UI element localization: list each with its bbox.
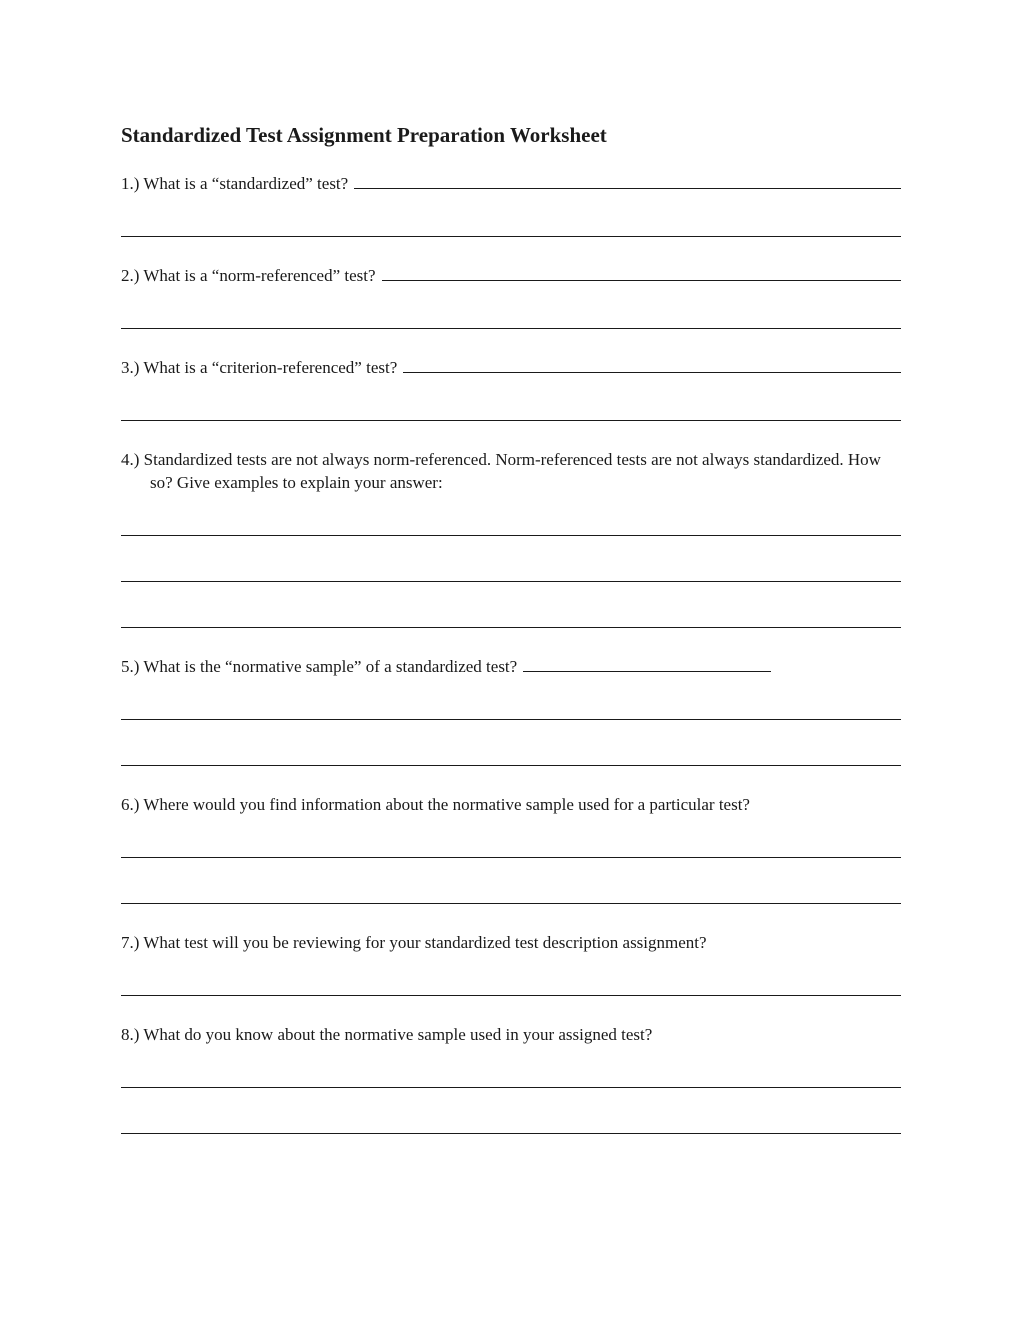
question-6-answer-line-1[interactable]	[121, 857, 901, 858]
question-7-text: 7.) What test will you be reviewing for your standardized test description assignment?	[121, 933, 707, 952]
question-6-text: 6.) Where would you find information about the normative sample used for a particular test?	[121, 795, 750, 814]
question-2-answer-line[interactable]	[121, 328, 901, 329]
question-4-answer-line-2[interactable]	[121, 581, 901, 582]
question-5-answer-line-1[interactable]	[121, 719, 901, 720]
question-8-text: 8.) What do you know about the normative sample used in your assigned test?	[121, 1025, 653, 1044]
question-1-inline-answer-line[interactable]	[354, 173, 901, 189]
question-3	[121, 356, 901, 379]
question-2-text: 2.) What is a “norm-referenced” test?	[121, 266, 376, 285]
question-4-text: 4.) Standardized tests are not always norm-referenced. Norm-referenced tests are not always standardized. How so? Give examples to explain your answer:	[121, 450, 881, 492]
question-5-inline-answer-line[interactable]	[523, 656, 771, 672]
question-2-inline-answer-line[interactable]	[382, 265, 901, 281]
question-1	[121, 172, 901, 195]
question-1-text: 1.) What is a “standardized” test?	[121, 174, 349, 193]
question-6-answer-line-2[interactable]	[121, 903, 901, 904]
question-8-answer-line-1[interactable]	[121, 1087, 901, 1088]
question-3-answer-line[interactable]	[121, 420, 901, 421]
question-3-text: 3.) What is a “criterion-referenced” test?	[121, 358, 398, 377]
question-2	[121, 264, 901, 287]
question-8-answer-line-2[interactable]	[121, 1133, 901, 1134]
question-5	[121, 655, 771, 678]
page-title: Standardized Test Assignment Preparation Worksheet	[121, 123, 607, 147]
question-4-answer-line-1[interactable]	[121, 535, 901, 536]
question-5-answer-line-2[interactable]	[121, 765, 901, 766]
question-7-answer-line[interactable]	[121, 995, 901, 996]
question-3-inline-answer-line[interactable]	[403, 357, 901, 373]
question-4-answer-line-3[interactable]	[121, 627, 901, 628]
question-1-answer-line[interactable]	[121, 236, 901, 237]
question-5-text: 5.) What is the “normative sample” of a standardized test?	[121, 657, 518, 676]
